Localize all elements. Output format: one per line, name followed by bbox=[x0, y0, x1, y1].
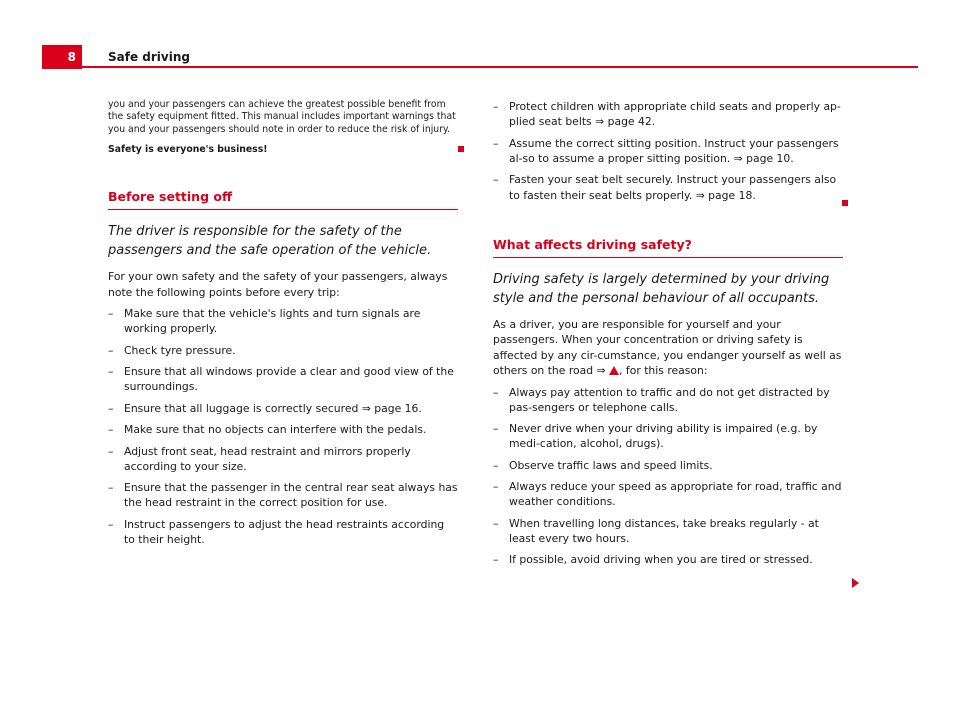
warning-triangle-icon bbox=[609, 366, 619, 375]
page-number-badge bbox=[42, 45, 82, 69]
paragraph-text-end: , for this reason: bbox=[619, 364, 708, 377]
list-item: – Ensure that all windows provide a clear and good view of the surroundings. bbox=[108, 364, 458, 394]
intro-paragraph: you and your passengers can achieve the greatest possible benefit from the safety equipment fitted. This manual includes important warnings that you and your passengers should note in order to reduce the risk of injury. bbox=[108, 99, 456, 135]
section-lead: Driving safety is largely determined by your driving style and the personal behaviour of all occupants. bbox=[493, 271, 830, 306]
safety-note bbox=[108, 144, 458, 155]
list-item: – Check tyre pressure. bbox=[108, 343, 458, 358]
safety-note-text: Safety is everyone's business! bbox=[108, 144, 268, 156]
end-of-section-icon bbox=[842, 200, 848, 206]
checklist-continued bbox=[493, 99, 843, 203]
left-column bbox=[108, 99, 458, 547]
section-title-before-setting-off: Before setting off bbox=[108, 189, 458, 210]
right-column bbox=[493, 99, 843, 568]
list-item: – Fasten your seat belt securely. Instruct your passengers also to fasten their seat belts properly. ⇒ page 18. bbox=[493, 172, 843, 202]
section-paragraph bbox=[493, 317, 843, 379]
section-lead: The driver is responsible for the safety of the passengers and the safe operation of the vehicle. bbox=[108, 224, 432, 259]
list-item: – Adjust front seat, head restraint and mirrors properly according to your size. bbox=[108, 444, 458, 474]
list-item: – Observe traffic laws and speed limits. bbox=[493, 458, 843, 473]
list-item: – Always reduce your speed as appropriate for road, traffic and weather conditions. bbox=[493, 479, 843, 509]
list-item: – Assume the correct sitting position. Instruct your passengers al-so to assume a proper sitting position. ⇒ page 10. bbox=[493, 136, 843, 166]
section-title-driving-safety: What affects driving safety? bbox=[493, 237, 843, 258]
list-item: – Ensure that the passenger in the central rear seat always has the head restraint in the correct position for use. bbox=[108, 480, 458, 510]
end-of-section-icon bbox=[458, 146, 464, 152]
header-divider bbox=[82, 66, 918, 68]
list-item: – Protect children with appropriate child seats and properly ap-plied seat belts ⇒ page 42. bbox=[493, 99, 843, 129]
section-paragraph: For your own safety and the safety of your passengers, always note the following points before every trip: bbox=[108, 270, 448, 299]
list-item: – Make sure that the vehicle's lights and turn signals are working properly. bbox=[108, 306, 458, 336]
list-item: – Always pay attention to traffic and do not get distracted by pas-sengers or telephone calls. bbox=[493, 385, 843, 415]
checklist bbox=[108, 306, 458, 547]
list-item: – If possible, avoid driving when you are tired or stressed. bbox=[493, 552, 843, 567]
page-number: 8 bbox=[67, 50, 76, 64]
list-item: – When travelling long distances, take breaks regularly - at least every two hours. bbox=[493, 516, 843, 546]
list-item: – Instruct passengers to adjust the head restraints according to their height. bbox=[108, 517, 458, 547]
list-item: – Make sure that no objects can interfere with the pedals. bbox=[108, 422, 458, 437]
paragraph-text: As a driver, you are responsible for yourself and your passengers. When your concentration or driving safety is affected by any cir-cumstance, you endanger yourself as well as others on the road ⇒ bbox=[493, 317, 842, 377]
list-item: – Ensure that all luggage is correctly secured ⇒ page 16. bbox=[108, 401, 458, 416]
safety-list bbox=[493, 385, 843, 568]
continue-arrow-icon bbox=[852, 578, 859, 588]
chapter-title: Safe driving bbox=[108, 50, 190, 64]
list-item: – Never drive when your driving ability is impaired (e.g. by medi-cation, alcohol, drugs). bbox=[493, 421, 843, 451]
